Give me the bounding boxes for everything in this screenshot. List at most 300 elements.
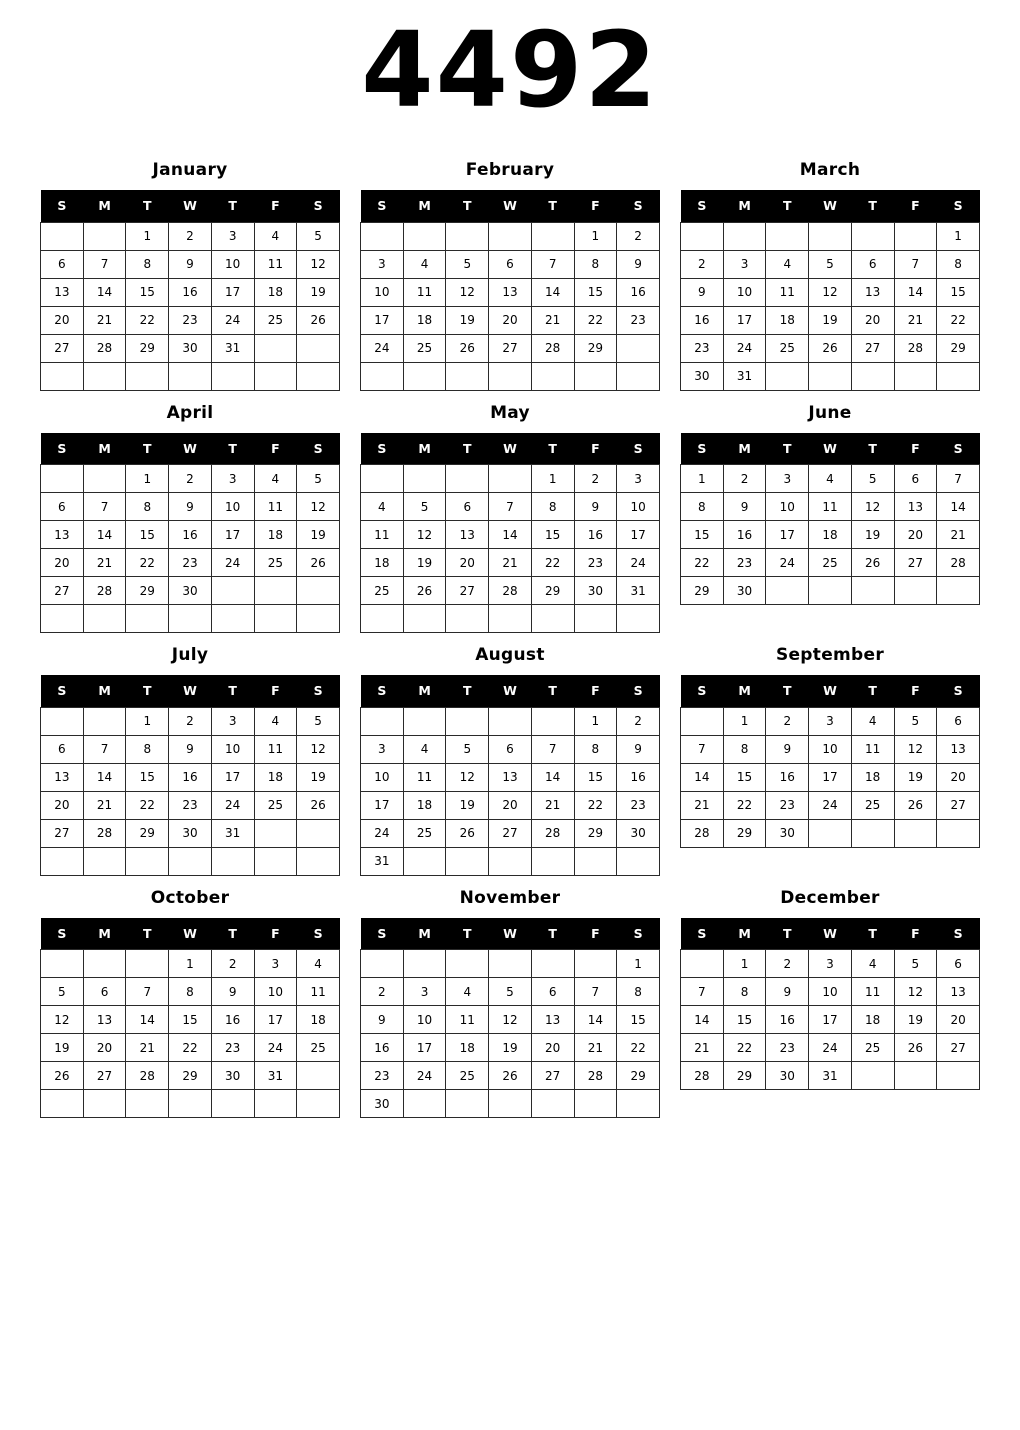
day-cell[interactable]: 14 [489,521,532,549]
day-cell[interactable]: 2 [681,250,724,278]
day-cell[interactable]: 27 [531,1062,574,1090]
day-cell[interactable]: 14 [681,1006,724,1034]
day-cell[interactable]: 25 [254,306,297,334]
day-cell[interactable]: 27 [489,334,532,362]
day-cell[interactable]: 21 [83,306,126,334]
day-cell[interactable]: 27 [41,577,84,605]
day-cell[interactable]: 22 [937,306,980,334]
day-cell[interactable]: 19 [446,306,489,334]
day-cell[interactable]: 5 [297,465,340,493]
day-cell[interactable]: 12 [489,1006,532,1034]
day-cell[interactable]: 8 [723,735,766,763]
day-cell[interactable]: 25 [851,1034,894,1062]
day-cell[interactable]: 26 [446,334,489,362]
day-cell[interactable]: 8 [169,978,212,1006]
day-cell[interactable]: 2 [169,222,212,250]
day-cell[interactable]: 6 [41,250,84,278]
day-cell[interactable]: 8 [126,735,169,763]
day-cell[interactable]: 17 [361,306,404,334]
day-cell[interactable]: 20 [83,1034,126,1062]
day-cell[interactable]: 12 [894,735,937,763]
day-cell[interactable]: 26 [894,1034,937,1062]
day-cell[interactable]: 3 [211,465,254,493]
day-cell[interactable]: 19 [894,763,937,791]
day-cell[interactable]: 2 [766,707,809,735]
day-cell[interactable]: 20 [937,1006,980,1034]
day-cell[interactable]: 16 [617,278,660,306]
day-cell[interactable]: 20 [489,791,532,819]
day-cell[interactable]: 3 [723,250,766,278]
day-cell[interactable]: 25 [403,819,446,847]
day-cell[interactable]: 6 [41,493,84,521]
day-cell[interactable]: 21 [531,306,574,334]
day-cell[interactable]: 10 [723,278,766,306]
day-cell[interactable]: 14 [83,521,126,549]
day-cell[interactable]: 18 [446,1034,489,1062]
day-cell[interactable]: 15 [681,521,724,549]
day-cell[interactable]: 15 [723,763,766,791]
day-cell[interactable]: 13 [489,278,532,306]
day-cell[interactable]: 7 [681,978,724,1006]
day-cell[interactable]: 4 [851,707,894,735]
day-cell[interactable]: 6 [894,465,937,493]
day-cell[interactable]: 12 [446,278,489,306]
day-cell[interactable]: 12 [41,1006,84,1034]
day-cell[interactable]: 30 [681,362,724,390]
day-cell[interactable]: 19 [41,1034,84,1062]
day-cell[interactable]: 22 [126,306,169,334]
day-cell[interactable]: 31 [617,577,660,605]
day-cell[interactable]: 13 [41,278,84,306]
day-cell[interactable]: 11 [403,763,446,791]
day-cell[interactable]: 22 [723,1034,766,1062]
day-cell[interactable]: 2 [361,978,404,1006]
day-cell[interactable]: 10 [809,735,852,763]
day-cell[interactable]: 20 [851,306,894,334]
day-cell[interactable]: 18 [361,549,404,577]
day-cell[interactable]: 24 [809,1034,852,1062]
day-cell[interactable]: 22 [126,791,169,819]
day-cell[interactable]: 5 [41,978,84,1006]
day-cell[interactable]: 28 [83,577,126,605]
day-cell[interactable]: 24 [617,549,660,577]
day-cell[interactable]: 7 [531,735,574,763]
day-cell[interactable]: 28 [681,819,724,847]
day-cell[interactable]: 31 [211,819,254,847]
day-cell[interactable]: 18 [809,521,852,549]
day-cell[interactable]: 14 [531,278,574,306]
day-cell[interactable]: 26 [851,549,894,577]
day-cell[interactable]: 1 [723,707,766,735]
day-cell[interactable]: 25 [446,1062,489,1090]
day-cell[interactable]: 25 [297,1034,340,1062]
day-cell[interactable]: 10 [211,735,254,763]
day-cell[interactable]: 3 [211,707,254,735]
day-cell[interactable]: 2 [723,465,766,493]
day-cell[interactable]: 15 [169,1006,212,1034]
day-cell[interactable]: 1 [617,950,660,978]
day-cell[interactable]: 5 [809,250,852,278]
day-cell[interactable]: 10 [361,763,404,791]
day-cell[interactable]: 8 [681,493,724,521]
day-cell[interactable]: 15 [126,521,169,549]
day-cell[interactable]: 23 [169,306,212,334]
day-cell[interactable]: 7 [83,735,126,763]
day-cell[interactable]: 30 [169,819,212,847]
day-cell[interactable]: 9 [169,250,212,278]
day-cell[interactable]: 4 [254,222,297,250]
day-cell[interactable]: 14 [83,763,126,791]
day-cell[interactable]: 19 [489,1034,532,1062]
day-cell[interactable]: 14 [894,278,937,306]
day-cell[interactable]: 5 [489,978,532,1006]
day-cell[interactable]: 27 [446,577,489,605]
day-cell[interactable]: 1 [723,950,766,978]
day-cell[interactable]: 11 [254,735,297,763]
day-cell[interactable]: 13 [894,493,937,521]
day-cell[interactable]: 9 [211,978,254,1006]
day-cell[interactable]: 30 [211,1062,254,1090]
day-cell[interactable]: 14 [531,763,574,791]
day-cell[interactable]: 30 [766,819,809,847]
day-cell[interactable]: 3 [809,707,852,735]
day-cell[interactable]: 23 [617,306,660,334]
day-cell[interactable]: 25 [254,549,297,577]
day-cell[interactable]: 5 [297,707,340,735]
day-cell[interactable]: 3 [809,950,852,978]
day-cell[interactable]: 4 [446,978,489,1006]
day-cell[interactable]: 4 [851,950,894,978]
day-cell[interactable]: 20 [894,521,937,549]
day-cell[interactable]: 3 [617,465,660,493]
day-cell[interactable]: 29 [937,334,980,362]
day-cell[interactable]: 8 [574,735,617,763]
day-cell[interactable]: 20 [489,306,532,334]
day-cell[interactable]: 6 [531,978,574,1006]
day-cell[interactable]: 30 [361,1090,404,1118]
day-cell[interactable]: 16 [169,521,212,549]
day-cell[interactable]: 5 [851,465,894,493]
day-cell[interactable]: 21 [83,549,126,577]
day-cell[interactable]: 9 [681,278,724,306]
day-cell[interactable]: 20 [41,306,84,334]
day-cell[interactable]: 11 [809,493,852,521]
day-cell[interactable]: 24 [211,306,254,334]
day-cell[interactable]: 23 [723,549,766,577]
day-cell[interactable]: 12 [297,493,340,521]
day-cell[interactable]: 26 [489,1062,532,1090]
day-cell[interactable]: 25 [254,791,297,819]
day-cell[interactable]: 17 [617,521,660,549]
day-cell[interactable]: 9 [723,493,766,521]
day-cell[interactable]: 11 [361,521,404,549]
day-cell[interactable]: 25 [403,334,446,362]
day-cell[interactable]: 7 [489,493,532,521]
day-cell[interactable]: 14 [83,278,126,306]
day-cell[interactable]: 10 [617,493,660,521]
day-cell[interactable]: 9 [169,493,212,521]
day-cell[interactable]: 12 [809,278,852,306]
day-cell[interactable]: 5 [894,950,937,978]
day-cell[interactable]: 18 [851,763,894,791]
day-cell[interactable]: 6 [41,735,84,763]
day-cell[interactable]: 10 [361,278,404,306]
day-cell[interactable]: 3 [361,735,404,763]
day-cell[interactable]: 8 [531,493,574,521]
day-cell[interactable]: 10 [403,1006,446,1034]
day-cell[interactable]: 27 [937,1034,980,1062]
day-cell[interactable]: 8 [574,250,617,278]
day-cell[interactable]: 17 [766,521,809,549]
day-cell[interactable]: 22 [723,791,766,819]
day-cell[interactable]: 8 [126,250,169,278]
day-cell[interactable]: 28 [531,334,574,362]
day-cell[interactable]: 22 [574,306,617,334]
day-cell[interactable]: 25 [809,549,852,577]
day-cell[interactable]: 31 [211,334,254,362]
day-cell[interactable]: 9 [574,493,617,521]
day-cell[interactable]: 11 [851,978,894,1006]
day-cell[interactable]: 26 [297,791,340,819]
day-cell[interactable]: 2 [574,465,617,493]
day-cell[interactable]: 22 [126,549,169,577]
day-cell[interactable]: 10 [211,493,254,521]
day-cell[interactable]: 20 [41,791,84,819]
day-cell[interactable]: 29 [574,819,617,847]
day-cell[interactable]: 19 [894,1006,937,1034]
day-cell[interactable]: 4 [766,250,809,278]
day-cell[interactable]: 1 [681,465,724,493]
day-cell[interactable]: 4 [297,950,340,978]
day-cell[interactable]: 5 [403,493,446,521]
day-cell[interactable]: 30 [723,577,766,605]
day-cell[interactable]: 12 [297,250,340,278]
day-cell[interactable]: 27 [894,549,937,577]
day-cell[interactable]: 2 [211,950,254,978]
day-cell[interactable]: 1 [169,950,212,978]
day-cell[interactable]: 13 [41,763,84,791]
day-cell[interactable]: 18 [297,1006,340,1034]
day-cell[interactable]: 10 [809,978,852,1006]
day-cell[interactable]: 29 [617,1062,660,1090]
day-cell[interactable]: 29 [531,577,574,605]
day-cell[interactable]: 3 [403,978,446,1006]
day-cell[interactable]: 15 [937,278,980,306]
day-cell[interactable]: 18 [766,306,809,334]
day-cell[interactable]: 15 [574,763,617,791]
day-cell[interactable]: 23 [681,334,724,362]
day-cell[interactable]: 16 [766,763,809,791]
day-cell[interactable]: 17 [403,1034,446,1062]
day-cell[interactable]: 22 [681,549,724,577]
day-cell[interactable]: 16 [766,1006,809,1034]
day-cell[interactable]: 29 [126,577,169,605]
day-cell[interactable]: 4 [361,493,404,521]
day-cell[interactable]: 1 [531,465,574,493]
day-cell[interactable]: 23 [617,791,660,819]
day-cell[interactable]: 26 [41,1062,84,1090]
day-cell[interactable]: 7 [83,250,126,278]
day-cell[interactable]: 3 [211,222,254,250]
day-cell[interactable]: 22 [169,1034,212,1062]
day-cell[interactable]: 19 [851,521,894,549]
day-cell[interactable]: 13 [446,521,489,549]
day-cell[interactable]: 21 [574,1034,617,1062]
day-cell[interactable]: 27 [489,819,532,847]
day-cell[interactable]: 29 [126,819,169,847]
day-cell[interactable]: 12 [403,521,446,549]
day-cell[interactable]: 27 [851,334,894,362]
day-cell[interactable]: 13 [531,1006,574,1034]
day-cell[interactable]: 8 [937,250,980,278]
day-cell[interactable]: 18 [851,1006,894,1034]
day-cell[interactable]: 27 [41,334,84,362]
day-cell[interactable]: 24 [403,1062,446,1090]
day-cell[interactable]: 6 [83,978,126,1006]
day-cell[interactable]: 7 [126,978,169,1006]
day-cell[interactable]: 5 [297,222,340,250]
day-cell[interactable]: 10 [766,493,809,521]
day-cell[interactable]: 15 [531,521,574,549]
day-cell[interactable]: 21 [681,791,724,819]
day-cell[interactable]: 30 [169,334,212,362]
day-cell[interactable]: 14 [681,763,724,791]
day-cell[interactable]: 16 [681,306,724,334]
day-cell[interactable]: 2 [169,465,212,493]
day-cell[interactable]: 16 [723,521,766,549]
day-cell[interactable]: 24 [361,334,404,362]
day-cell[interactable]: 27 [41,819,84,847]
day-cell[interactable]: 2 [617,222,660,250]
day-cell[interactable]: 21 [937,521,980,549]
day-cell[interactable]: 1 [126,707,169,735]
day-cell[interactable]: 16 [361,1034,404,1062]
day-cell[interactable]: 31 [723,362,766,390]
day-cell[interactable]: 26 [446,819,489,847]
day-cell[interactable]: 13 [937,735,980,763]
day-cell[interactable]: 19 [403,549,446,577]
day-cell[interactable]: 8 [723,978,766,1006]
day-cell[interactable]: 3 [361,250,404,278]
day-cell[interactable]: 22 [574,791,617,819]
day-cell[interactable]: 9 [169,735,212,763]
day-cell[interactable]: 20 [531,1034,574,1062]
day-cell[interactable]: 23 [766,791,809,819]
day-cell[interactable]: 26 [894,791,937,819]
day-cell[interactable]: 16 [617,763,660,791]
day-cell[interactable]: 20 [446,549,489,577]
day-cell[interactable]: 13 [489,763,532,791]
day-cell[interactable]: 24 [723,334,766,362]
day-cell[interactable]: 14 [574,1006,617,1034]
day-cell[interactable]: 17 [254,1006,297,1034]
day-cell[interactable]: 25 [851,791,894,819]
day-cell[interactable]: 7 [574,978,617,1006]
day-cell[interactable]: 15 [126,763,169,791]
day-cell[interactable]: 15 [126,278,169,306]
day-cell[interactable]: 29 [723,819,766,847]
day-cell[interactable]: 13 [937,978,980,1006]
day-cell[interactable]: 1 [937,222,980,250]
day-cell[interactable]: 8 [617,978,660,1006]
day-cell[interactable]: 4 [403,250,446,278]
day-cell[interactable]: 1 [126,222,169,250]
day-cell[interactable]: 26 [297,306,340,334]
day-cell[interactable]: 31 [361,847,404,875]
day-cell[interactable]: 21 [489,549,532,577]
day-cell[interactable]: 27 [937,791,980,819]
day-cell[interactable]: 21 [681,1034,724,1062]
day-cell[interactable]: 18 [254,278,297,306]
day-cell[interactable]: 19 [297,763,340,791]
day-cell[interactable]: 17 [809,1006,852,1034]
day-cell[interactable]: 6 [851,250,894,278]
day-cell[interactable]: 31 [254,1062,297,1090]
day-cell[interactable]: 19 [297,521,340,549]
day-cell[interactable]: 28 [681,1062,724,1090]
day-cell[interactable]: 9 [766,978,809,1006]
day-cell[interactable]: 15 [574,278,617,306]
day-cell[interactable]: 7 [531,250,574,278]
day-cell[interactable]: 1 [126,465,169,493]
day-cell[interactable]: 9 [617,735,660,763]
day-cell[interactable]: 3 [254,950,297,978]
day-cell[interactable]: 13 [851,278,894,306]
day-cell[interactable]: 30 [574,577,617,605]
day-cell[interactable]: 22 [531,549,574,577]
day-cell[interactable]: 11 [254,250,297,278]
day-cell[interactable]: 28 [126,1062,169,1090]
day-cell[interactable]: 19 [446,791,489,819]
day-cell[interactable]: 21 [83,791,126,819]
day-cell[interactable]: 27 [83,1062,126,1090]
day-cell[interactable]: 21 [894,306,937,334]
day-cell[interactable]: 2 [617,707,660,735]
day-cell[interactable]: 23 [169,549,212,577]
day-cell[interactable]: 1 [574,707,617,735]
day-cell[interactable]: 4 [809,465,852,493]
day-cell[interactable]: 12 [297,735,340,763]
day-cell[interactable]: 8 [126,493,169,521]
day-cell[interactable]: 26 [403,577,446,605]
day-cell[interactable]: 21 [126,1034,169,1062]
day-cell[interactable]: 17 [809,763,852,791]
day-cell[interactable]: 16 [169,278,212,306]
day-cell[interactable]: 7 [937,465,980,493]
day-cell[interactable]: 4 [254,707,297,735]
day-cell[interactable]: 25 [361,577,404,605]
day-cell[interactable]: 30 [169,577,212,605]
day-cell[interactable]: 31 [809,1062,852,1090]
day-cell[interactable]: 30 [617,819,660,847]
day-cell[interactable]: 19 [809,306,852,334]
day-cell[interactable]: 23 [766,1034,809,1062]
day-cell[interactable]: 17 [723,306,766,334]
day-cell[interactable]: 12 [851,493,894,521]
day-cell[interactable]: 15 [723,1006,766,1034]
day-cell[interactable]: 15 [617,1006,660,1034]
day-cell[interactable]: 16 [169,763,212,791]
day-cell[interactable]: 28 [894,334,937,362]
day-cell[interactable]: 9 [766,735,809,763]
day-cell[interactable]: 28 [489,577,532,605]
day-cell[interactable]: 5 [894,707,937,735]
day-cell[interactable]: 23 [574,549,617,577]
day-cell[interactable]: 17 [211,521,254,549]
day-cell[interactable]: 23 [169,791,212,819]
day-cell[interactable]: 17 [211,278,254,306]
day-cell[interactable]: 28 [531,819,574,847]
